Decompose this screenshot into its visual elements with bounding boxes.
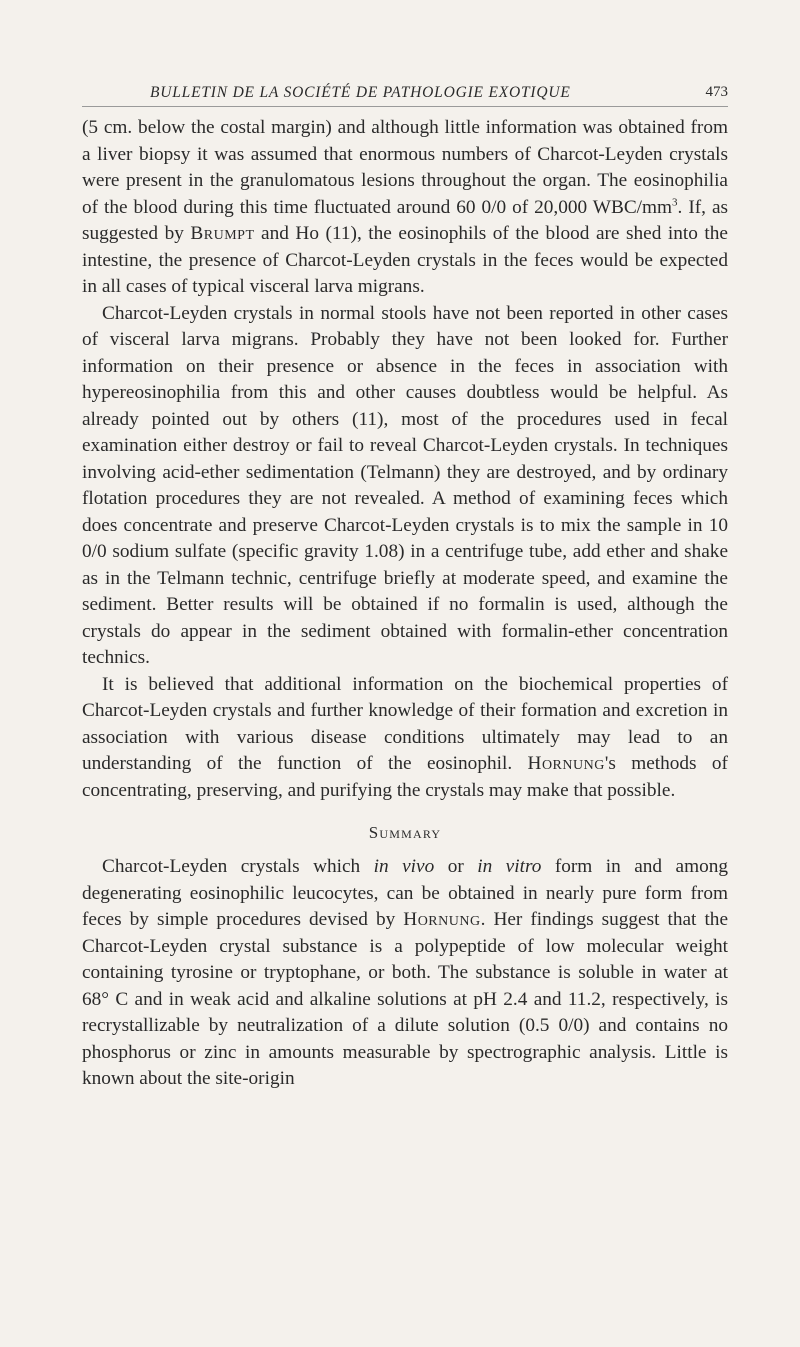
paragraph-text: 's methods of concentrating, preserving, and purifying the crystals may make that possible.: [82, 753, 728, 801]
paragraph-text: and Ho (11), the eosinophils of the blood are shed into the intestine, the presence of Charcot-Leyden crystals in the feces would be expected in all cases of typical visceral larva migrans.: [82, 223, 728, 297]
summary-heading: Summary: [368, 823, 442, 842]
paragraph: [82, 672, 728, 805]
paragraph-text: or: [434, 856, 478, 877]
journal-title: BULLETIN DE LA SOCIÉTÉ DE PATHOLOGIE EXOTIQUE: [150, 84, 571, 101]
superscript: 3: [672, 196, 678, 209]
article-body: [82, 115, 728, 1093]
author-name: Brumpt: [190, 223, 255, 244]
journal-page: [82, 78, 728, 1093]
paragraph: Charcot-Leyden crystals in normal stools have not been reported in other cases of visceral larva migrans. Probably they have not been looked for. Further information on their presence or absence in the feces in association with hypereosinophilia from this and other causes doubtless would be helpful. As already pointed out by others (11), most of the procedures used in fecal examination either destroy or fail to reveal Charcot-Leyden crystals. In techniques involving acid-ether sedimentation (Telmann) they are destroyed, and by ordinary flotation procedures they are not revealed. A method of examining feces which does concentrate and preserve Charcot-Leyden crystals is to mix the sample in 10 0/0 sodium sulfate (specific gravity 1.08) in a centrifuge tube, add ether and shake as in the Telmann technic, centrifuge briefly at moderate speed, and examine the sediment. Better results will be obtained if no formalin is used, although the crystals do appear in the sediment obtained with formalin-ether concentration technics.: [82, 302, 728, 668]
running-head: [82, 78, 728, 107]
paragraph-text: form in and among degenerating eosinophilic leucocytes, can be obtained in nearly pure form from feces by simple procedures devised by: [82, 856, 728, 930]
paragraph-text: Charcot-Leyden crystals which: [102, 856, 374, 877]
summary-paragraph: [82, 854, 728, 1093]
paragraph-text: (5 cm. below the costal margin) and although little information was obtained from a liver biopsy it was assumed that enormous numbers of Charcot-Leyden crystals were present in the granulomatous lesions throughout the organ. The eosinophilia of the blood during this time fluctuated around 60 0/0 of 20,000 WBC/mm: [82, 117, 728, 218]
paragraph-text: . Her findings suggest that the Charcot-Leyden crystal substance is a polypeptide of low molecular weight containing tyrosine or tryptophane, or both. The substance is soluble in water at 68° C and in weak acid and alkaline solutions at pH 2.4 and 11.2, respectively, is recrystallizable by neutralization of a dilute solution (0.5 0/0) and contains no phosphorus or zinc in amounts measurable by spectrographic analysis. Little is known about the site-origin: [82, 909, 728, 1089]
author-name: Hornung: [403, 909, 481, 930]
italic-term: in vivo: [373, 856, 435, 877]
paragraph-text: It is believed that additional information on the biochemical properties of Charcot-Leyden crystals and further knowledge of their formation and excretion in association with various disease conditions ultimately may lead to an understanding of the function of the eosinophil.: [82, 673, 728, 774]
paragraph-continuation: [82, 115, 728, 301]
page-number: 473: [705, 84, 728, 100]
author-name: Hornung: [527, 753, 605, 774]
paragraph-text: . If, as suggested by: [82, 196, 729, 244]
italic-term: in vitro: [477, 856, 542, 877]
